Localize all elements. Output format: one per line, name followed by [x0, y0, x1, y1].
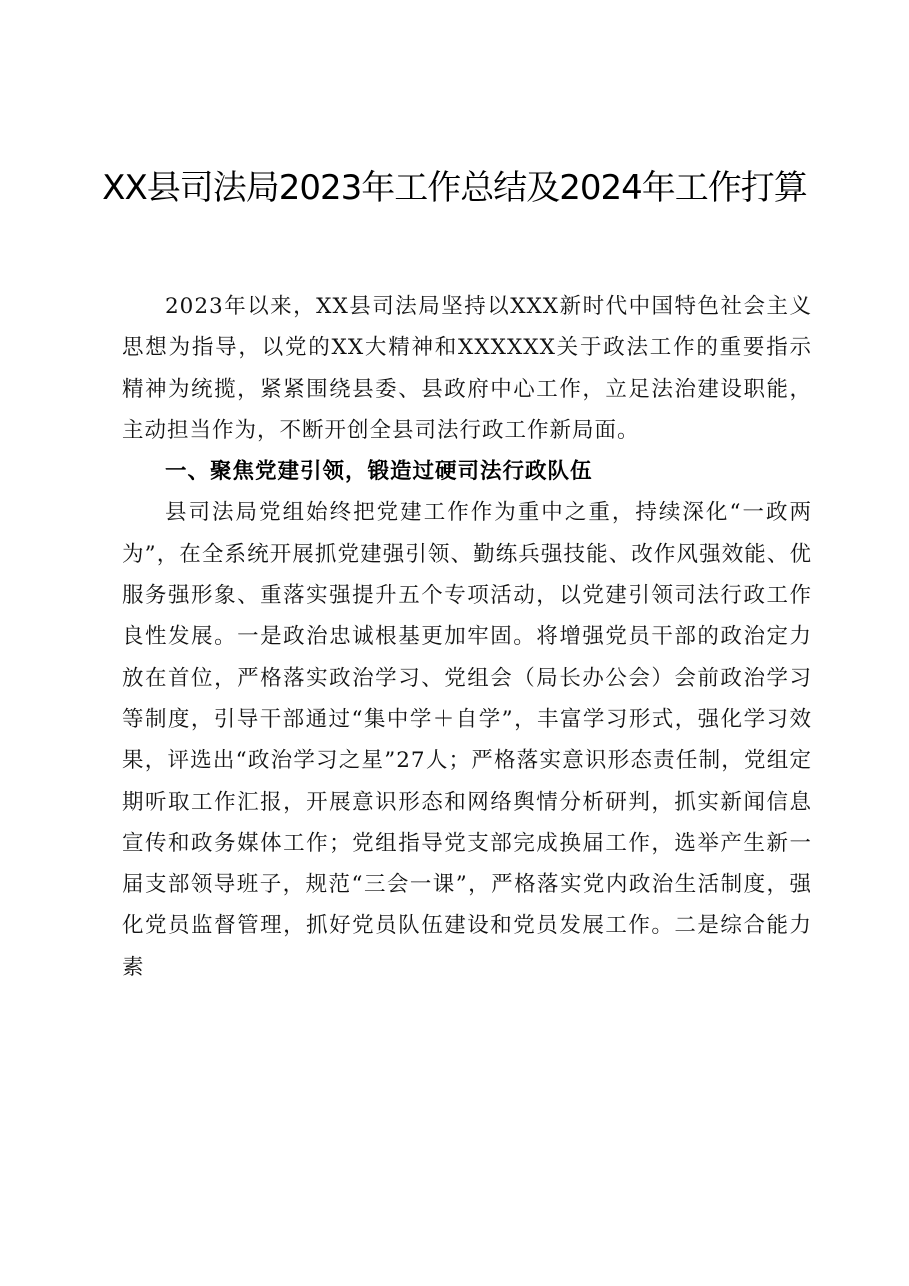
document-title: XX县司法局2023年工作总结及2024年工作打算 — [102, 168, 807, 208]
section-heading: 一、聚焦党建引领，锻造过硬司法行政队伍 — [165, 459, 593, 485]
section-paragraph: 县司法局党组始终把党建工作作为重中之重，持续深化“一政两为”，在全系统开展抓党建强引领、勤练兵强技能、改作风强效能、优服务强形象、重落实强提升五个专项活动，以党建引领司法行政工作良性发展。一是政治忠诚根基更加牢固。将增强党员干部的政治定力放在首位，严格落实政治学习、党组会（局长办公会）会前政治学习等制度，引导干部通过“集中学＋自学”，丰富学习形式，强化学习效果，评选出“政治学习之星”27人；严格落实意识形态责任制，党组定期听取工作汇报，开展意识形态和网络舆情分析研判，抓实新闻信息宣传和政务媒体工作；党组指导党支部完成换届工作，选举产生新一届支部领导班子，规范“三会一课”，严格落实党内政治生活制度，强化党员监督管理，抓好党员队伍建设和党员发展工作。二是综合能力素 — [122, 500, 812, 980]
intro-paragraph: 2023年以来，XX县司法局坚持以XXX新时代中国特色社会主义思想为指导，以党的XX大精神和XXXXXX关于政法工作的重要指示精神为统揽，紧紧围绕县委、县政府中心工作，立足法治建设职能，主动担当作为，不断开创全县司法行政工作新局面。 — [122, 294, 812, 443]
document-body — [122, 286, 812, 988]
